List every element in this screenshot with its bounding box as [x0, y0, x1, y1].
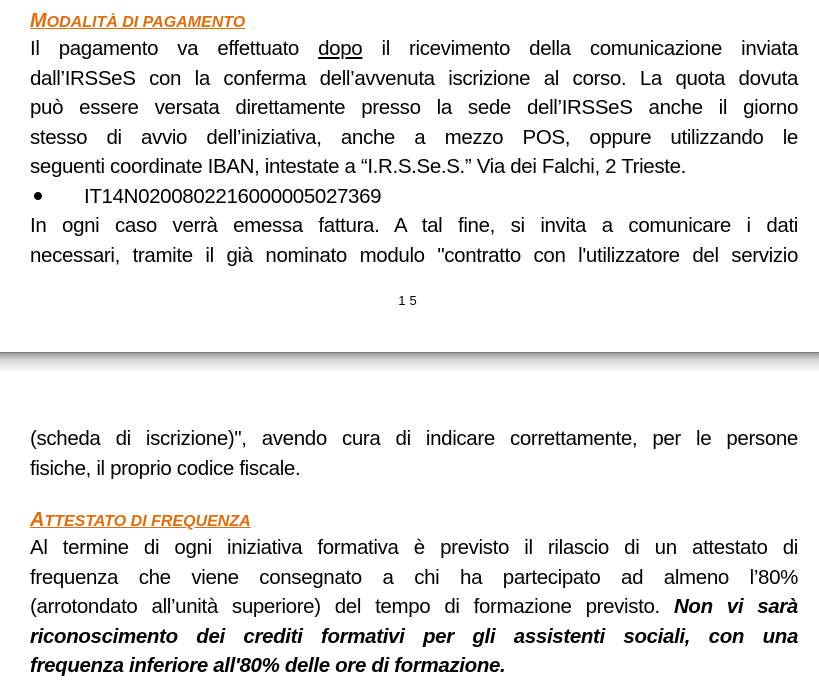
text-line: dall’IRSSeS con la conferma dell’avvenuta iscrizione al corso. La quota dovuta	[30, 66, 798, 90]
text-line: stesso di avvio dell’iniziativa, anche a mezzo POS, oppure utilizzando le	[30, 125, 798, 149]
continuation-paragraph	[30, 424, 798, 483]
text-line: riconoscimento dei crediti formativi per gli assistenti sociali, con una	[30, 624, 798, 648]
attendance-paragraph	[30, 533, 798, 681]
section-heading-payment: MODALITÀ DI PAGAMENTO	[30, 10, 246, 32]
text-line: seguenti coordinate IBAN, intestate a “I.R.S.Se.S.” Via dei Falchi, 2 Trieste.	[30, 155, 686, 178]
bullet-icon	[34, 192, 42, 200]
iban-bullet	[30, 182, 798, 212]
text-line: (arrotondato all’unità superiore) del tempo di formazione previsto. Non vi sarà	[30, 595, 798, 618]
text-line: In ogni caso verrà emessa fattura. A tal fine, si invita a comunicare i dati	[30, 214, 798, 237]
section-heading-attendance: ATTESTATO DI FREQUENZA	[30, 509, 251, 531]
text-line: necessari, tramite il già nominato modulo "contratto con l'utilizzatore del servizio	[30, 243, 798, 267]
text-line: può essere versata direttamente presso la sede dell’IRSSeS anche il giorno	[30, 96, 798, 119]
page-bottom-content	[30, 424, 798, 681]
text-line: Il pagamento va effettuato dopo il ricevimento della comunicazione inviata	[30, 37, 798, 60]
text-line: frequenza che viene consegnato a chi ha partecipato ad almeno l’80%	[30, 565, 798, 589]
invoice-paragraph	[30, 211, 798, 270]
text-line: Al termine di ogni iniziativa formativa è previsto il rilascio di un attestato di	[30, 536, 798, 559]
payment-paragraph	[30, 34, 798, 182]
text-line: frequenza inferiore all'80% delle ore di formazione.	[30, 654, 506, 677]
page-number: 15	[398, 293, 421, 308]
page-bottom	[0, 372, 819, 694]
page-separator	[0, 352, 819, 373]
iban-code: IT14N0200802216000005027369	[84, 184, 382, 208]
text-line: fisiche, il proprio codice fiscale.	[30, 456, 301, 480]
text-line: (scheda di iscrizione)", avendo cura di indicare correttamente, per le persone	[30, 427, 798, 450]
page-top-content	[30, 10, 798, 270]
